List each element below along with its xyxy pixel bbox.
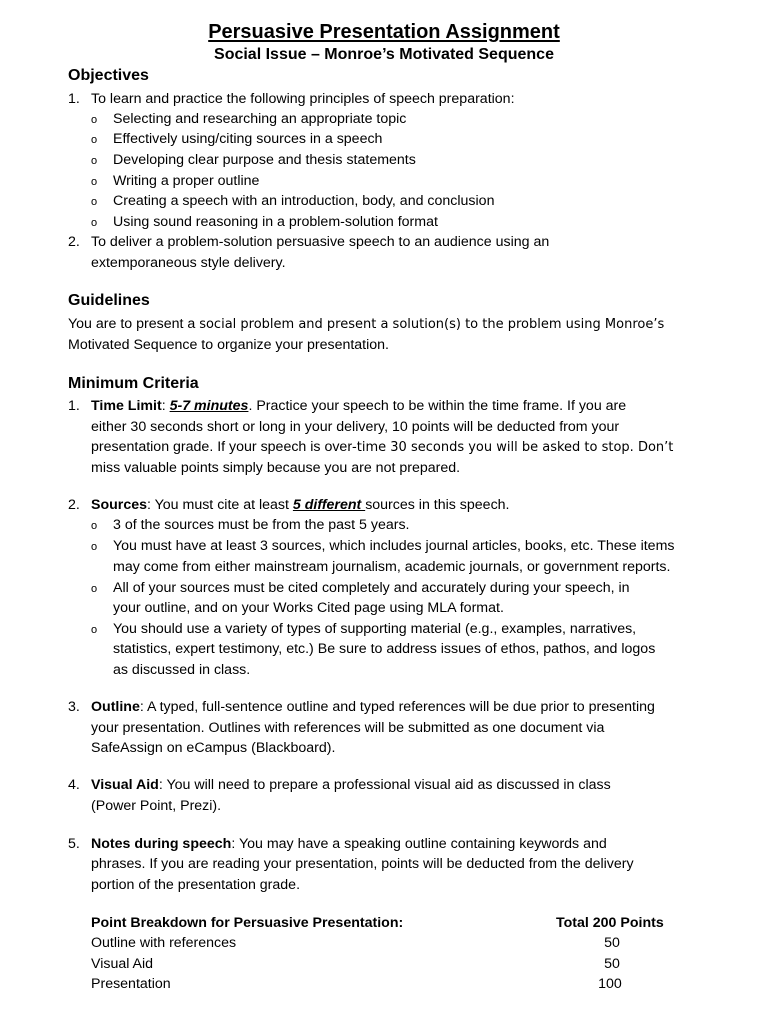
breakdown-row-points: 100 xyxy=(598,976,622,992)
list-number: 4. xyxy=(68,777,80,793)
breakdown-row-points: 50 xyxy=(604,935,620,951)
list-number: 2. xyxy=(68,234,80,250)
bullet-icon: o xyxy=(91,196,98,208)
objective-subitem: Creating a speech with an introduction, body, and conclusion xyxy=(113,193,495,209)
objective-item: To learn and practice the following principles of speech preparation: xyxy=(91,91,515,107)
source-subitem: 3 of the sources must be from the past 5 years. xyxy=(113,517,410,533)
bullet-icon: o xyxy=(91,583,98,595)
objective-item-cont: extemporaneous style delivery. xyxy=(91,255,286,271)
breakdown-row-label: Presentation xyxy=(91,976,171,992)
guidelines-heading: Guidelines xyxy=(68,292,150,309)
bullet-icon: o xyxy=(91,176,98,188)
objective-item: To deliver a problem-solution persuasive speech to an audience using an xyxy=(91,234,550,250)
objective-subitem: Effectively using/citing sources in a speech xyxy=(113,131,383,147)
source-subitem-cont: statistics, expert testimony, etc.) Be sure to address issues of ethos, pathos, and logos xyxy=(113,641,656,657)
objective-subitem: Using sound reasoning in a problem-solution format xyxy=(113,214,438,230)
criterion-text: your presentation. Outlines with references will be submitted as one document via xyxy=(91,720,605,736)
criterion-visual-aid: Visual Aid: You will need to prepare a professional visual aid as discussed in class xyxy=(91,777,611,793)
bullet-icon: o xyxy=(91,134,98,146)
list-number: 1. xyxy=(68,398,80,414)
criterion-text: phrases. If you are reading your presentation, points will be deducted from the delivery xyxy=(91,856,634,872)
bullet-icon: o xyxy=(91,541,98,553)
document-subtitle: Social Issue – Monroe’s Motivated Sequence xyxy=(214,46,554,63)
document-title: Persuasive Presentation Assignment xyxy=(208,21,560,43)
criterion-text: presentation grade. If your speech is over-time 30 seconds you will be asked to stop. Don’t xyxy=(91,439,674,455)
bullet-icon: o xyxy=(91,217,98,229)
breakdown-row-label: Outline with references xyxy=(91,935,237,951)
list-number: 5. xyxy=(68,836,80,852)
bullet-icon: o xyxy=(91,114,98,126)
criterion-text: portion of the presentation grade. xyxy=(91,877,301,893)
objectives-heading: Objectives xyxy=(68,67,149,84)
criterion-outline: Outline: A typed, full-sentence outline and typed references will be due prior to presenting xyxy=(91,699,655,715)
objective-subitem: Developing clear purpose and thesis statements xyxy=(113,152,416,168)
criterion-text: (Power Point, Prezi). xyxy=(91,798,222,814)
bullet-icon: o xyxy=(91,155,98,167)
criterion-sources: Sources: You must cite at least 5 different sources in this speech. xyxy=(91,497,510,513)
source-subitem: You should use a variety of types of supporting material (e.g., examples, narratives, xyxy=(113,621,637,637)
source-subitem-cont: may come from either mainstream journalism, academic journals, or government reports. xyxy=(113,559,671,575)
objective-subitem: Writing a proper outline xyxy=(113,173,260,189)
breakdown-heading: Point Breakdown for Persuasive Presentation: xyxy=(91,915,404,931)
breakdown-row-points: 50 xyxy=(604,956,620,972)
source-subitem: All of your sources must be cited completely and accurately during your speech, in xyxy=(113,580,630,596)
criterion-time-limit: Time Limit: 5-7 minutes. Practice your speech to be within the time frame. If you are xyxy=(91,398,627,414)
breakdown-row-label: Visual Aid xyxy=(91,956,154,972)
criteria-heading: Minimum Criteria xyxy=(68,375,199,392)
objective-subitem: Selecting and researching an appropriate topic xyxy=(113,111,407,127)
criterion-text: either 30 seconds short or long in your delivery, 10 points will be deducted from your xyxy=(91,419,620,435)
breakdown-total: Total 200 Points xyxy=(556,915,664,931)
guidelines-text-cont: Motivated Sequence to organize your presentation. xyxy=(68,337,389,353)
source-subitem-cont: as discussed in class. xyxy=(113,662,251,678)
guidelines-text: You are to present a social problem and present a solution(s) to the problem using Monroe’s xyxy=(68,316,665,332)
list-number: 3. xyxy=(68,699,80,715)
criterion-notes: Notes during speech: You may have a speaking outline containing keywords and xyxy=(91,836,607,852)
criterion-text: miss valuable points simply because you are not prepared. xyxy=(91,460,461,476)
bullet-icon: o xyxy=(91,624,98,636)
list-number: 1. xyxy=(68,91,80,107)
source-subitem-cont: your outline, and on your Works Cited page using MLA format. xyxy=(113,600,504,616)
bullet-icon: o xyxy=(91,520,98,532)
source-subitem: You must have at least 3 sources, which includes journal articles, books, etc. These items xyxy=(113,538,675,554)
list-number: 2. xyxy=(68,497,80,513)
criterion-text: SafeAssign on eCampus (Blackboard). xyxy=(91,740,336,756)
